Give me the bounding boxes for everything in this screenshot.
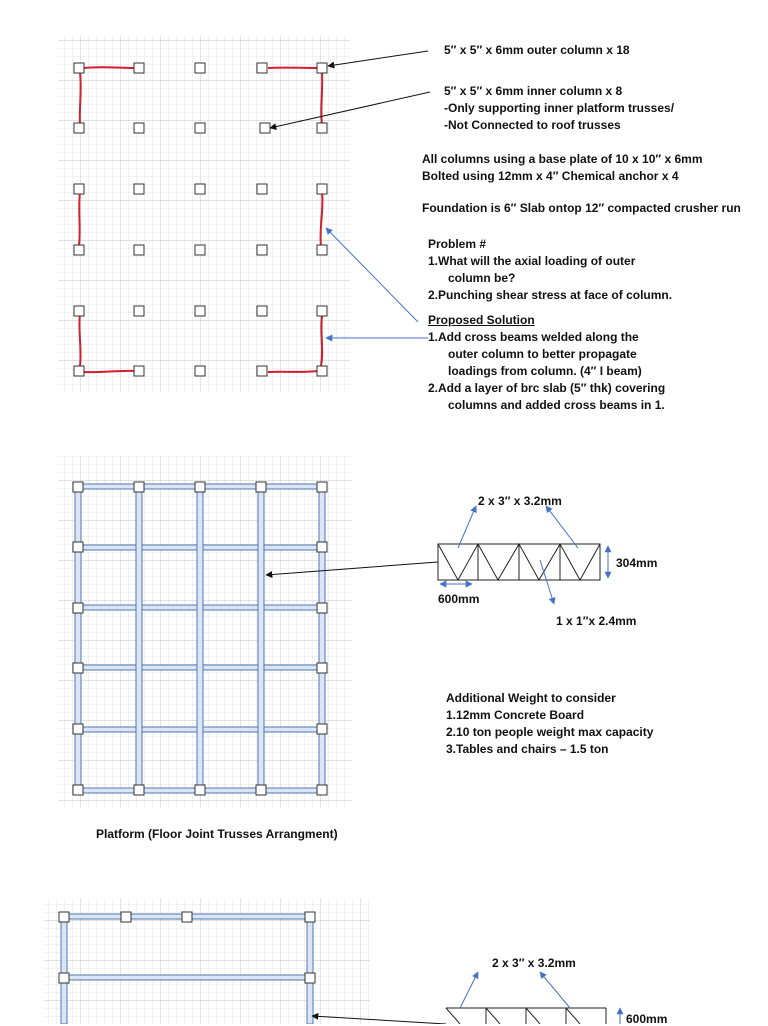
inner-note-1: -Only supporting inner platform trusses/ [444,101,675,115]
top-plan-grid [58,36,350,392]
middle-plan-grid [58,456,352,808]
weight-item: 3.Tables and chairs – 1.5 ton [446,742,609,756]
solution-item: 2.Add a layer of brc slab (5″ thk) covering [428,381,666,395]
inner-note-2: -Not Connected to roof trusses [444,118,621,132]
middle-chord-label: 2 x 3″ x 3.2mm [478,494,562,508]
bottom-chord-label: 2 x 3″ x 3.2mm [492,956,576,970]
bottom-depth-label: 600mm [626,1012,668,1026]
problem-list: Problem # 1.What will the axial loading of outer column be? 2.Punching shear stress at face of column. [428,237,673,302]
bottom-truss-detail [446,1008,606,1024]
middle-depth-label: 304mm [616,556,658,570]
weight-item: 1.12mm Concrete Board [446,708,585,722]
foundation-note: Foundation is 6″ Slab ontop 12″ compacted crusher run [422,201,741,215]
solution-title: Proposed Solution [428,313,535,327]
bottom-detail-pointers [460,972,620,1024]
middle-detail-pointers [440,506,608,604]
solution-list: Proposed Solution 1.Add cross beams welded along the outer column to better propagate loadings from column. (4″ I beam) 2.Add a layer of brc slab (5″ thk) covering columns and added cross beams in 1. [428,313,666,412]
weight-item: 2.10 ton people weight max capacity [446,725,654,739]
outer-column-label: 5″ x 5″ x 6mm outer column x 18 [444,43,630,57]
base-plate-note: All columns using a base plate of 10 x 10″ x 6mm Bolted using 12mm x 4″ Chemical anchor x 4 [422,152,703,183]
inner-column-note [444,83,674,134]
problem-item: 2.Punching shear stress at face of column. [428,288,673,302]
additional-weight-title: Additional Weight to consider [446,691,616,705]
middle-web-label: 1 x 1″x 2.4mm [556,614,637,628]
platform-caption: Platform (Floor Joint Trusses Arrangment) [96,827,338,841]
additional-weight-note [446,690,653,758]
problem-item: 1.What will the axial loading of outer [428,254,636,268]
middle-truss-detail [438,544,600,580]
problem-title: Problem # [428,237,487,251]
solution-item: 1.Add cross beams welded along the [428,330,639,344]
inner-column-label: 5″ x 5″ x 6mm inner column x 8 [444,84,623,98]
middle-panel-label: 600mm [438,592,480,606]
